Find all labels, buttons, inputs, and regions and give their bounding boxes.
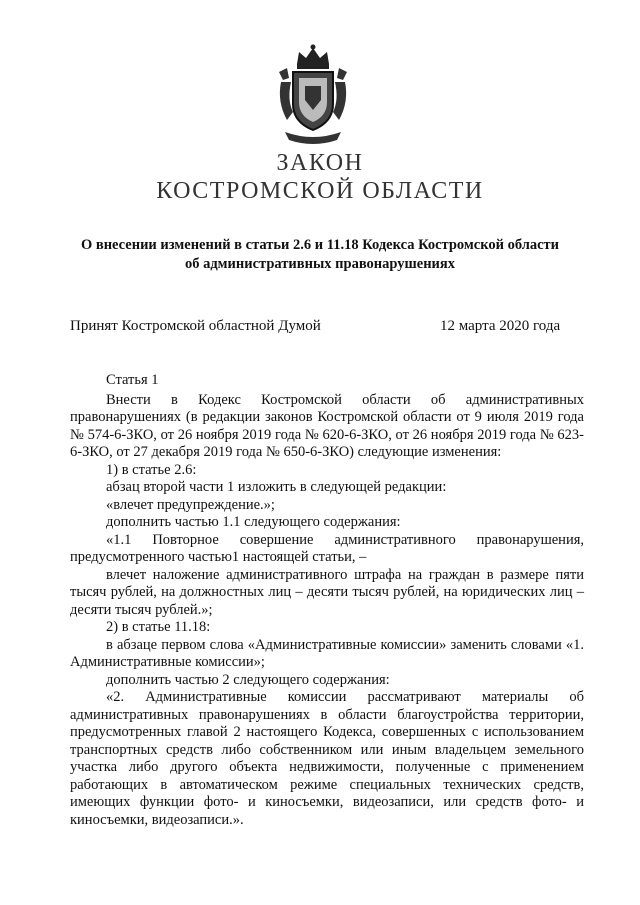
list-item: 1) в статье 2.6: [106, 461, 197, 478]
list-item: 2) в статье 11.18: [106, 619, 211, 635]
coat-of-arms-icon [275, 42, 351, 146]
adoption-date: 12 марта 2020 года [440, 318, 561, 334]
list-item: дополнить частью 1.1 следующего содержания: [106, 514, 401, 530]
law-title-line1: ЗАКОН [276, 150, 364, 176]
list-item: дополнить частью 2 следующего содержания: [106, 671, 390, 688]
subtitle-line2: об административных правонарушениях [184, 256, 456, 272]
subtitle-line1: О внесении изменений в статьи 2.6 и 11.18 Кодекса Костромской области [80, 237, 560, 253]
list-item: абзац второй части 1 изложить в следующей редакции: [106, 479, 447, 495]
list-item: «влечет предупреждение.»; [106, 496, 275, 513]
adopted-by: Принят Костромской областной Думой [70, 318, 321, 334]
list-item: влечет наложение административного штрафа на граждан в размере пяти тысяч рублей, на должностных лиц – десяти тысяч рублей, на юридических лиц – десяти тысяч рублей.»; [70, 566, 584, 618]
list-item: «2. Административные комиссии рассматривают материалы об административных правонарушениях в области благоустройства территории, предусмотренных главой 2 настоящего Кодекса, совершенных с использованием транспортных средств либо собственником или иным владельцем земельного участка либо другого объекта недвижимости, полученные с применением работающих в автоматическом режиме специальных технических средств, имеющих функции фото- и киносъемки, видеозаписи, или средств фото- и киносъемки, видеозаписи.». [70, 689, 584, 828]
article-heading: Статья 1 [106, 372, 159, 388]
law-title-line2: КОСТРОМСКОЙ ОБЛАСТИ [156, 178, 484, 204]
list-item: в абзаце первом слова «Административные комиссии» заменить словами «1. Административные комиссии»; [70, 636, 584, 670]
article-intro: Внести в Кодекс Костромской области об административных правонарушениях (в редакции законов Костромской области от 9 июля 2019 года № 574-6-ЗКО, от 26 ноября 2019 года № 620-6-ЗКО, от 26 ноября 2019 года № 623-6-ЗКО, от 27 декабря 2019 года № 650-6-ЗКО) следующие изменения: [70, 391, 584, 460]
list-item: «1.1 Повторное совершение административного правонарушения, предусмотренного частью1 настоящей статьи, – [70, 531, 584, 565]
article-body [70, 372, 584, 829]
